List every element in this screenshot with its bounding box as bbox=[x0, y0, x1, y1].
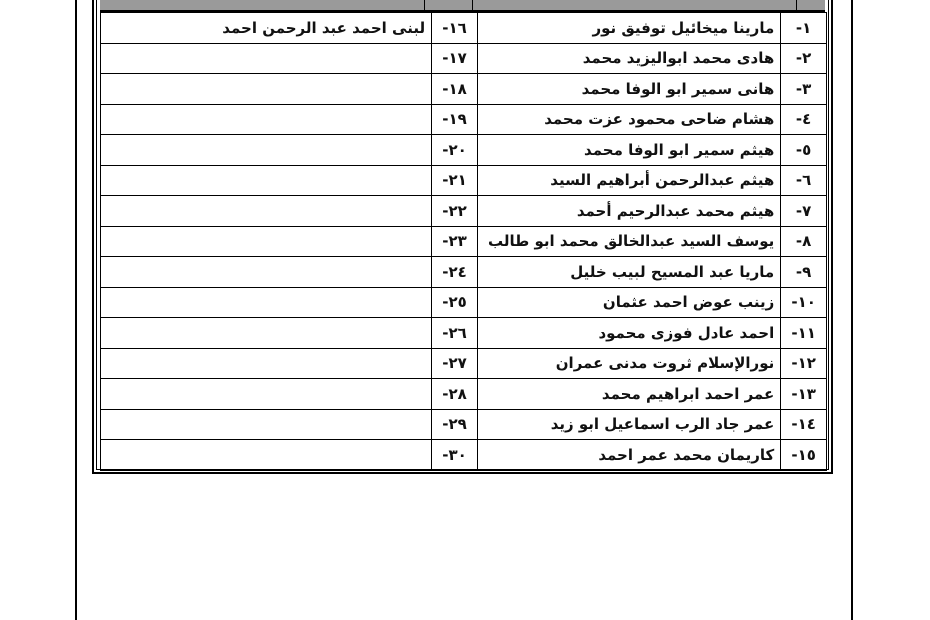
student-name-second bbox=[101, 135, 432, 166]
student-name: عمر احمد ابراهيم محمد bbox=[477, 379, 780, 410]
row-number: ١٥- bbox=[781, 440, 827, 471]
row-number: ١٤- bbox=[781, 409, 827, 440]
table-row bbox=[101, 348, 827, 379]
student-name: هيثم سمير ابو الوفا محمد bbox=[477, 135, 780, 166]
row-number: ١٣- bbox=[781, 379, 827, 410]
row-number: ٦- bbox=[781, 165, 827, 196]
student-name-second bbox=[101, 226, 432, 257]
table-row bbox=[101, 196, 827, 227]
student-name-second bbox=[101, 257, 432, 288]
row-number-second: ٢٨- bbox=[432, 379, 478, 410]
row-number-second: ٢٥- bbox=[432, 287, 478, 318]
row-number-second: ٢٣- bbox=[432, 226, 478, 257]
row-number-second: ٢٢- bbox=[432, 196, 478, 227]
row-number: ٣- bbox=[781, 74, 827, 105]
student-name-second bbox=[101, 348, 432, 379]
header-divider bbox=[424, 0, 425, 12]
table-row bbox=[101, 74, 827, 105]
table-row bbox=[101, 226, 827, 257]
table-row bbox=[101, 409, 827, 440]
student-name-second bbox=[101, 74, 432, 105]
roster-body bbox=[101, 13, 827, 471]
row-number: ٥- bbox=[781, 135, 827, 166]
row-number-second: ١٦- bbox=[432, 13, 478, 44]
table-row bbox=[101, 43, 827, 74]
student-name: كاريمان محمد عمر احمد bbox=[477, 440, 780, 471]
student-name: عمر جاد الرب اسماعيل ابو زيد bbox=[477, 409, 780, 440]
row-number-second: ١٧- bbox=[432, 43, 478, 74]
table-row bbox=[101, 13, 827, 44]
student-name: هشام ضاحى محمود عزت محمد bbox=[477, 104, 780, 135]
table-header-strip bbox=[100, 0, 825, 12]
student-name: يوسف السيد عبدالخالق محمد ابو طالب bbox=[477, 226, 780, 257]
table-row bbox=[101, 104, 827, 135]
student-name: مارينا ميخائيل توفيق نور bbox=[477, 13, 780, 44]
table-row bbox=[101, 135, 827, 166]
row-number: ١٢- bbox=[781, 348, 827, 379]
student-name: نورالإسلام ثروت مدنى عمران bbox=[477, 348, 780, 379]
table-row bbox=[101, 287, 827, 318]
header-divider bbox=[796, 0, 797, 12]
student-name-second bbox=[101, 409, 432, 440]
student-name-second bbox=[101, 165, 432, 196]
row-number: ٨- bbox=[781, 226, 827, 257]
row-number-second: ٢٧- bbox=[432, 348, 478, 379]
row-number-second: ١٨- bbox=[432, 74, 478, 105]
table-row bbox=[101, 318, 827, 349]
student-name: هيثم محمد عبدالرحيم أحمد bbox=[477, 196, 780, 227]
row-number: ١١- bbox=[781, 318, 827, 349]
student-name-second bbox=[101, 196, 432, 227]
student-name-second bbox=[101, 440, 432, 471]
header-divider bbox=[472, 0, 473, 12]
table-row bbox=[101, 440, 827, 471]
student-name-second bbox=[101, 318, 432, 349]
row-number-second: ٢٠- bbox=[432, 135, 478, 166]
row-number-second: ٣٠- bbox=[432, 440, 478, 471]
student-name-second bbox=[101, 379, 432, 410]
student-name-second: لبنى احمد عبد الرحمن احمد bbox=[101, 13, 432, 44]
row-number: ٤- bbox=[781, 104, 827, 135]
student-name-second bbox=[101, 287, 432, 318]
student-name: احمد عادل فوزى محمود bbox=[477, 318, 780, 349]
student-name: ماريا عبد المسيح لبيب خليل bbox=[477, 257, 780, 288]
table-row bbox=[101, 379, 827, 410]
roster-table bbox=[100, 12, 827, 471]
table-row bbox=[101, 165, 827, 196]
student-name-second bbox=[101, 104, 432, 135]
table-row bbox=[101, 257, 827, 288]
row-number: ٢- bbox=[781, 43, 827, 74]
student-name: زينب عوض احمد عثمان bbox=[477, 287, 780, 318]
row-number-second: ١٩- bbox=[432, 104, 478, 135]
row-number: ٩- bbox=[781, 257, 827, 288]
student-name: هيثم عبدالرحمن أبراهيم السيد bbox=[477, 165, 780, 196]
row-number-second: ٢٦- bbox=[432, 318, 478, 349]
row-number: ٧- bbox=[781, 196, 827, 227]
row-number-second: ٢١- bbox=[432, 165, 478, 196]
roster-table-frame bbox=[92, 0, 833, 474]
row-number: ١٠- bbox=[781, 287, 827, 318]
student-name: هانى سمير ابو الوفا محمد bbox=[477, 74, 780, 105]
student-name: هادى محمد ابواليزيد محمد bbox=[477, 43, 780, 74]
row-number: ١- bbox=[781, 13, 827, 44]
row-number-second: ٢٤- bbox=[432, 257, 478, 288]
row-number-second: ٢٩- bbox=[432, 409, 478, 440]
student-name-second bbox=[101, 43, 432, 74]
